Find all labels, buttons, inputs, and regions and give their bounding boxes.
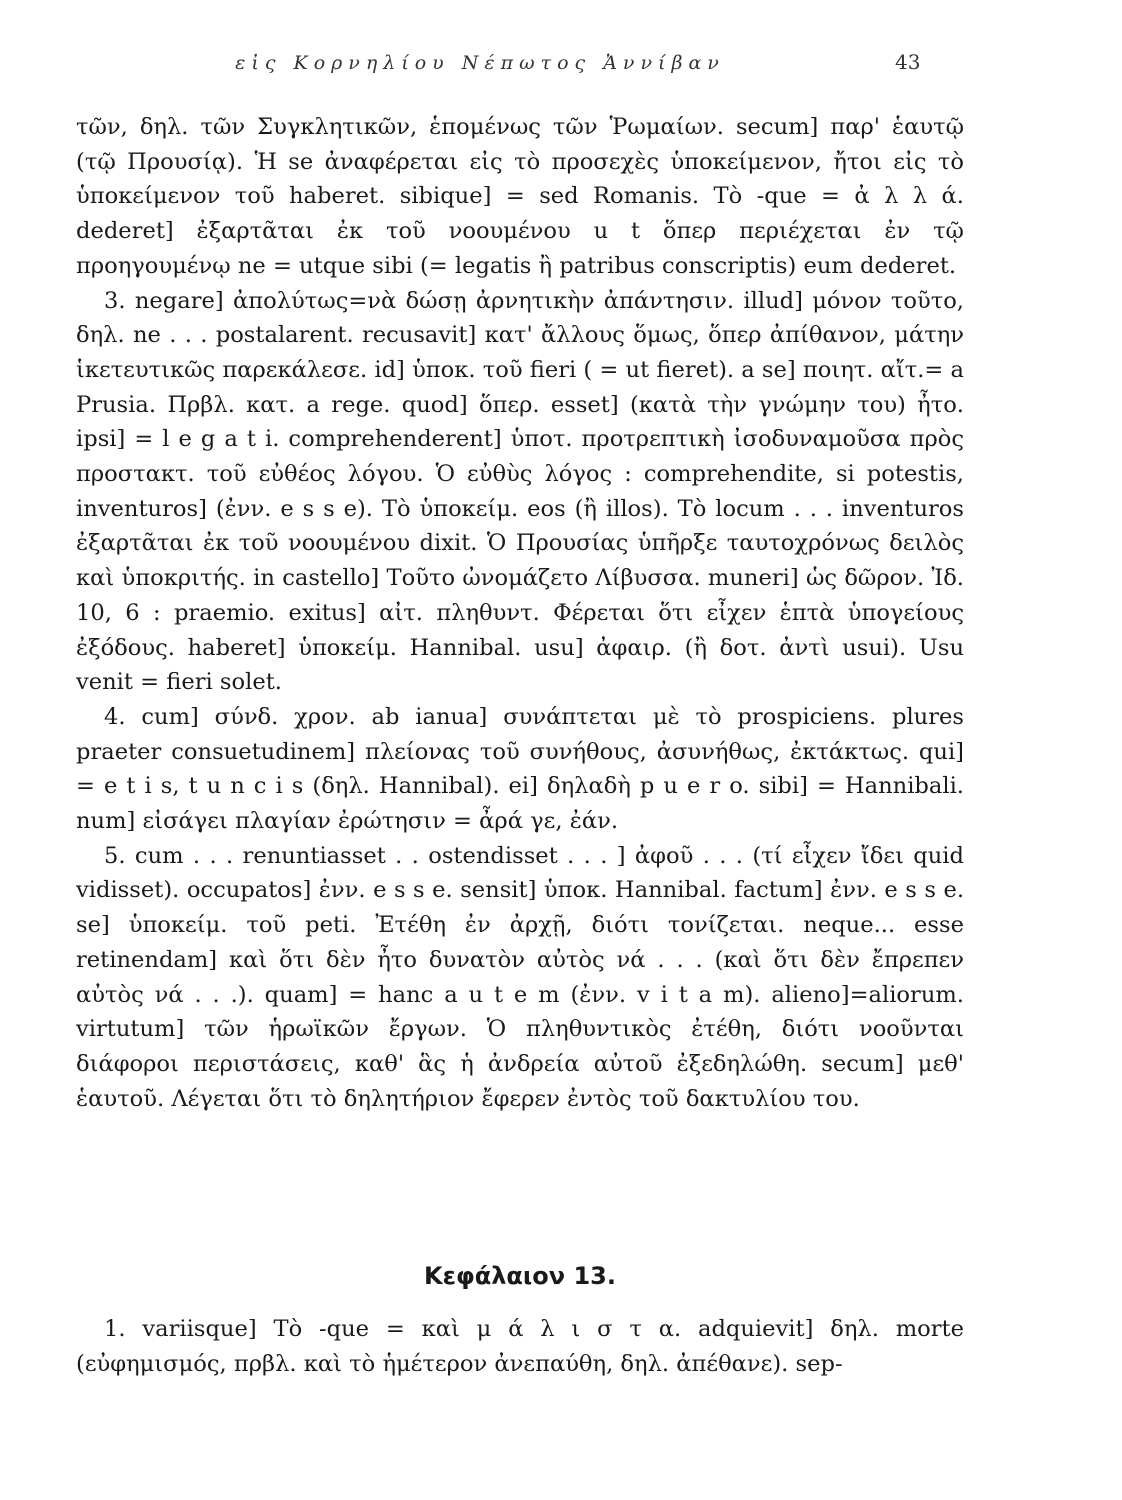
paragraph-note-5: 5. cum . . . renuntiasset . . ostendisset . . . ] ἀφοῦ . . . (τί εἶχεν ἴδει quid vidisset). occupatos] ἐνν. e s s e. sensit] ὑποκ. Hannibal. factum] ἐνν. e s s e. se] ὑποκείμ. τοῦ peti. Ἐτέθη ἐν ἀρχῇ, διότι τονίζεται. neque... esse retinendam] καὶ ὅτι δὲν ἦτο δυνατὸν αὐτὸς νά . . . (καὶ ὅτι δὲν ἔπρεπεν αὐτὸς νά . . .). quam] = hanc a u t e m (ἐνν. v i t a m). alieno]=aliorum. virtutum] τῶν ἡρωϊκῶν ἔργων. Ὁ πληθυντικὸς ἐτέθη, διότι νοοῦνται διάφοροι περιστάσεις, καθ' ἃς ἡ ἀνδρεία αὐτοῦ ἐξεδηλώθη. secum] μεθ' ἑαυτοῦ. Λέγεται ὅτι τὸ δηλητήριον ἔφερεν ἐντὸς τοῦ δακτυλίου του.	[76, 842, 964, 1112]
chapter-heading: Κεφάλαιον 13.	[424, 1262, 616, 1290]
paragraph-intro: τῶν, δηλ. τῶν Συγκλητικῶν, ἑπομένως τῶν Ῥωμαίων. secum] παρ' ἑαυτῷ (τῷ Προυσίᾳ). Ἡ se ἀναφέρεται εἰς τὸ προσεχὲς ὑποκείμενον, ἤτοι εἰς τὸ ὑποκείμενον τοῦ haberet. sibique] = sed Romanis. Τὸ -que = ἀ λ λ ά. dederet] ἐξαρτᾶται ἐκ τοῦ νοουμένου u t ὅπερ περιέχεται ἐν τῷ προηγουμένῳ ne = utque sibi (= legatis ἢ patribus conscriptis) eum dederet.	[76, 114, 964, 279]
paragraph-note-3: 3. negare] ἀπολύτως=νὰ δώσῃ ἀρνητικὴν ἀπάντησιν. illud] μόνον τοῦτο, δηλ. ne . . . postalarent. recusavit] κατ' ἄλλους ὅμως, ὅπερ ἀπίθανον, μάτην ἱκετευτικῶς παρεκάλεσε. id] ὑποκ. τοῦ fieri ( = ut fieret). a se] ποιητ. αἴτ.= a Prusia. Πρβλ. κατ. a rege. quod] ὅπερ. esset] (κατὰ τὴν γνώμην του) ἦτο. ipsi] = l e g a t i. comprehenderent] ὑποτ. προτρεπτικὴ ἰσοδυναμοῦσα πρὸς προστακτ. τοῦ εὐθέος λόγου. Ὁ εὐθὺς λόγος : comprehendite, si potestis, inventuros] (ἐνν. e s s e). Τὸ ὑποκείμ. eos (ἢ illos). Τὸ locum . . . inventuros ἐξαρτᾶται ἐκ τοῦ νοουμένου dixit. Ὁ Προυσίας ὑπῆρξε ταυτοχρόνως δειλὸς καὶ ὑποκριτής. in castello] Τοῦτο ὠνομάζετο Λίβυσσα. muneri] ὡς δῶρον. Ἰδ. 10, 6 : praemio. exitus] αἰτ. πληθυντ. Φέρεται ὅτι εἶχεν ἑπτὰ ὑπογείους ἐξόδους. haberet] ὑποκείμ. Hannibal. usu] ἀφαιρ. (ἢ δοτ. ἀντὶ usui). Usu venit = fieri solet.	[76, 287, 964, 696]
running-header: εἰς Κορνηλίου Νέπωτος Ἀννίβαν	[235, 52, 725, 74]
page-number: 43	[895, 50, 921, 74]
chapter-body	[76, 1312, 964, 1381]
paragraph-chapter-note-1: 1. variisque] Τὸ -que = καὶ μ ά λ ι σ τ α. adquievit] δηλ. morte (εὐφημισμός, πρβλ. καὶ τὸ ἡμέτερον ἀνεπαύθη, δηλ. ἀπέθανε). sep-	[76, 1316, 964, 1377]
commentary-body	[76, 110, 964, 1116]
paragraph-note-4: 4. cum] σύνδ. χρον. ab ianua] συνάπτεται μὲ τὸ prospiciens. plures praeter consuetudinem] πλείονας τοῦ συνήθους, ἀσυνήθως, ἐκτάκτως. qui] = e t i s, t u n c i s (δηλ. Hannibal). ei] δηλαδὴ p u e r o. sibi] = Hannibali. num] εἰσάγει πλαγίαν ἐρώτησιν = ἆρά γε, ἐάν.	[76, 703, 964, 835]
